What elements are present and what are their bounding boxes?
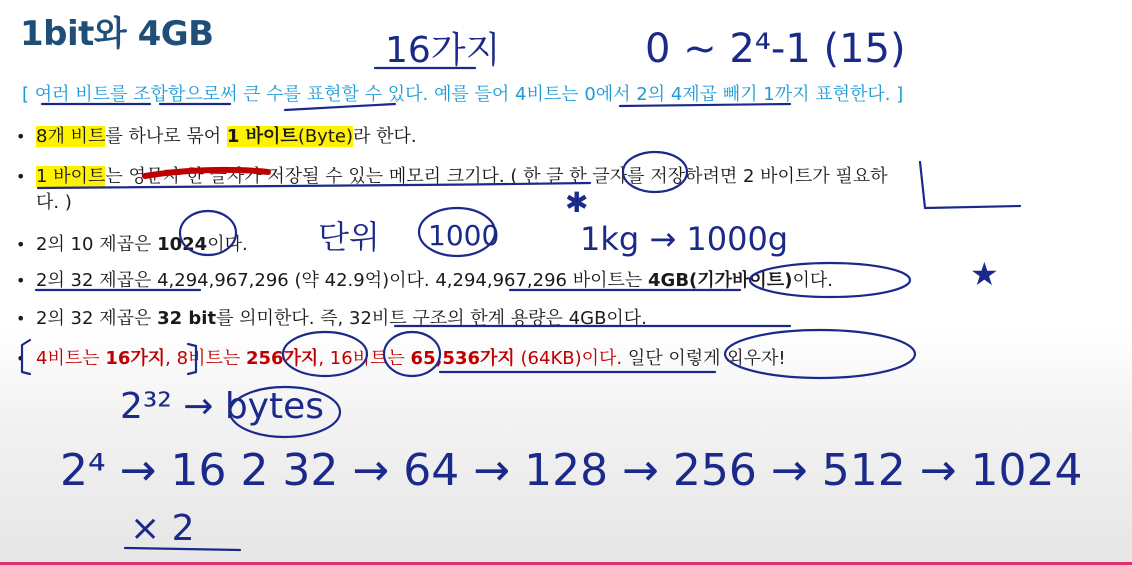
text: 를 의미한다. 즉, 32비트 구조의 한계 용량은 4GB이다. bbox=[216, 308, 647, 329]
hw-sequence: 2⁴ → 16 2 32 → 64 → 128 → 256 → 512 → 1024 bbox=[60, 445, 1083, 496]
text: 를 하나로 묶어 bbox=[105, 126, 227, 147]
bullet-dot: • bbox=[16, 167, 26, 186]
hw-range: 0 ~ 2⁴-1 (15) bbox=[645, 26, 906, 72]
page-title: 1bit와 4GB bbox=[20, 14, 214, 54]
text: 2의 10 제곱은 bbox=[36, 234, 158, 255]
text-memorize: 일단 이렇게 외우자! bbox=[622, 348, 786, 369]
hw-star: ✱ bbox=[565, 186, 589, 219]
hw-kg: 1kg → 1000g bbox=[580, 220, 789, 258]
text-65536: 65,536가지 bbox=[410, 348, 515, 369]
bullet-5 bbox=[16, 304, 647, 330]
text-byte: (Byte) bbox=[297, 126, 353, 147]
hw-star-2: ★ bbox=[970, 255, 999, 293]
text: , 16비트는 bbox=[318, 348, 411, 369]
hw-unit: 단위 bbox=[318, 218, 380, 256]
bullet-3 bbox=[16, 230, 248, 256]
text-256: 256가지 bbox=[245, 348, 319, 369]
hw-circle-bytes bbox=[230, 387, 340, 437]
text: 이다. bbox=[207, 234, 248, 255]
bullet-dot: • bbox=[16, 349, 26, 368]
bullet-1 bbox=[16, 122, 417, 148]
text: 는 영문자 한 글자가 저장될 수 있는 메모리 크기다. ( 한 글 한 글자를 저장하려면 2 바이트가 필요하 bbox=[105, 166, 888, 187]
text-1byte: 1 바이트 bbox=[36, 166, 106, 187]
bullet-6 bbox=[16, 344, 786, 370]
text: (64KB)이다. bbox=[514, 348, 623, 369]
intro-text: [ 여러 비트를 조합함으로써 큰 수를 표현할 수 있다. 예를 들어 4비트는 0에서 2의 4제곱 빼기 1까지 표현한다. ] bbox=[22, 84, 904, 105]
text-32bit: 32 bit bbox=[157, 308, 217, 329]
bullet-dot: • bbox=[16, 309, 26, 328]
text: 4비트는 bbox=[36, 348, 106, 369]
text: 다. ) bbox=[36, 192, 72, 213]
hw-circle bbox=[419, 208, 495, 256]
text-16: 16가지 bbox=[105, 348, 166, 369]
bullet-dot: • bbox=[16, 127, 26, 146]
text: 이다. bbox=[792, 270, 833, 291]
text-4gb: 4GB(기가바이트) bbox=[648, 270, 793, 291]
hw-16-kinds: 16가지 bbox=[385, 30, 501, 71]
text: , 8비트는 bbox=[165, 348, 246, 369]
bullet-2 bbox=[16, 162, 1116, 214]
text-1byte: 1 바이트 bbox=[226, 126, 298, 147]
text-1024: 1024 bbox=[157, 234, 208, 255]
hw-underline bbox=[125, 548, 240, 550]
hw-times2: × 2 bbox=[130, 508, 195, 549]
hw-pow32: 2³² → bytes bbox=[120, 386, 324, 427]
text: 2의 32 제곱은 bbox=[36, 308, 158, 329]
text: 2의 32 제곱은 4,294,967,296 (약 42.9억)이다. 4,294,967,296 바이트는 bbox=[36, 270, 649, 291]
text-8bits: 8개 비트 bbox=[36, 126, 106, 147]
hw-1000: 1000 bbox=[428, 219, 500, 252]
text: 라 한다. bbox=[353, 126, 417, 147]
bullet-4 bbox=[16, 266, 833, 292]
bullet-dot: • bbox=[16, 235, 26, 254]
bullet-dot: • bbox=[16, 271, 26, 290]
